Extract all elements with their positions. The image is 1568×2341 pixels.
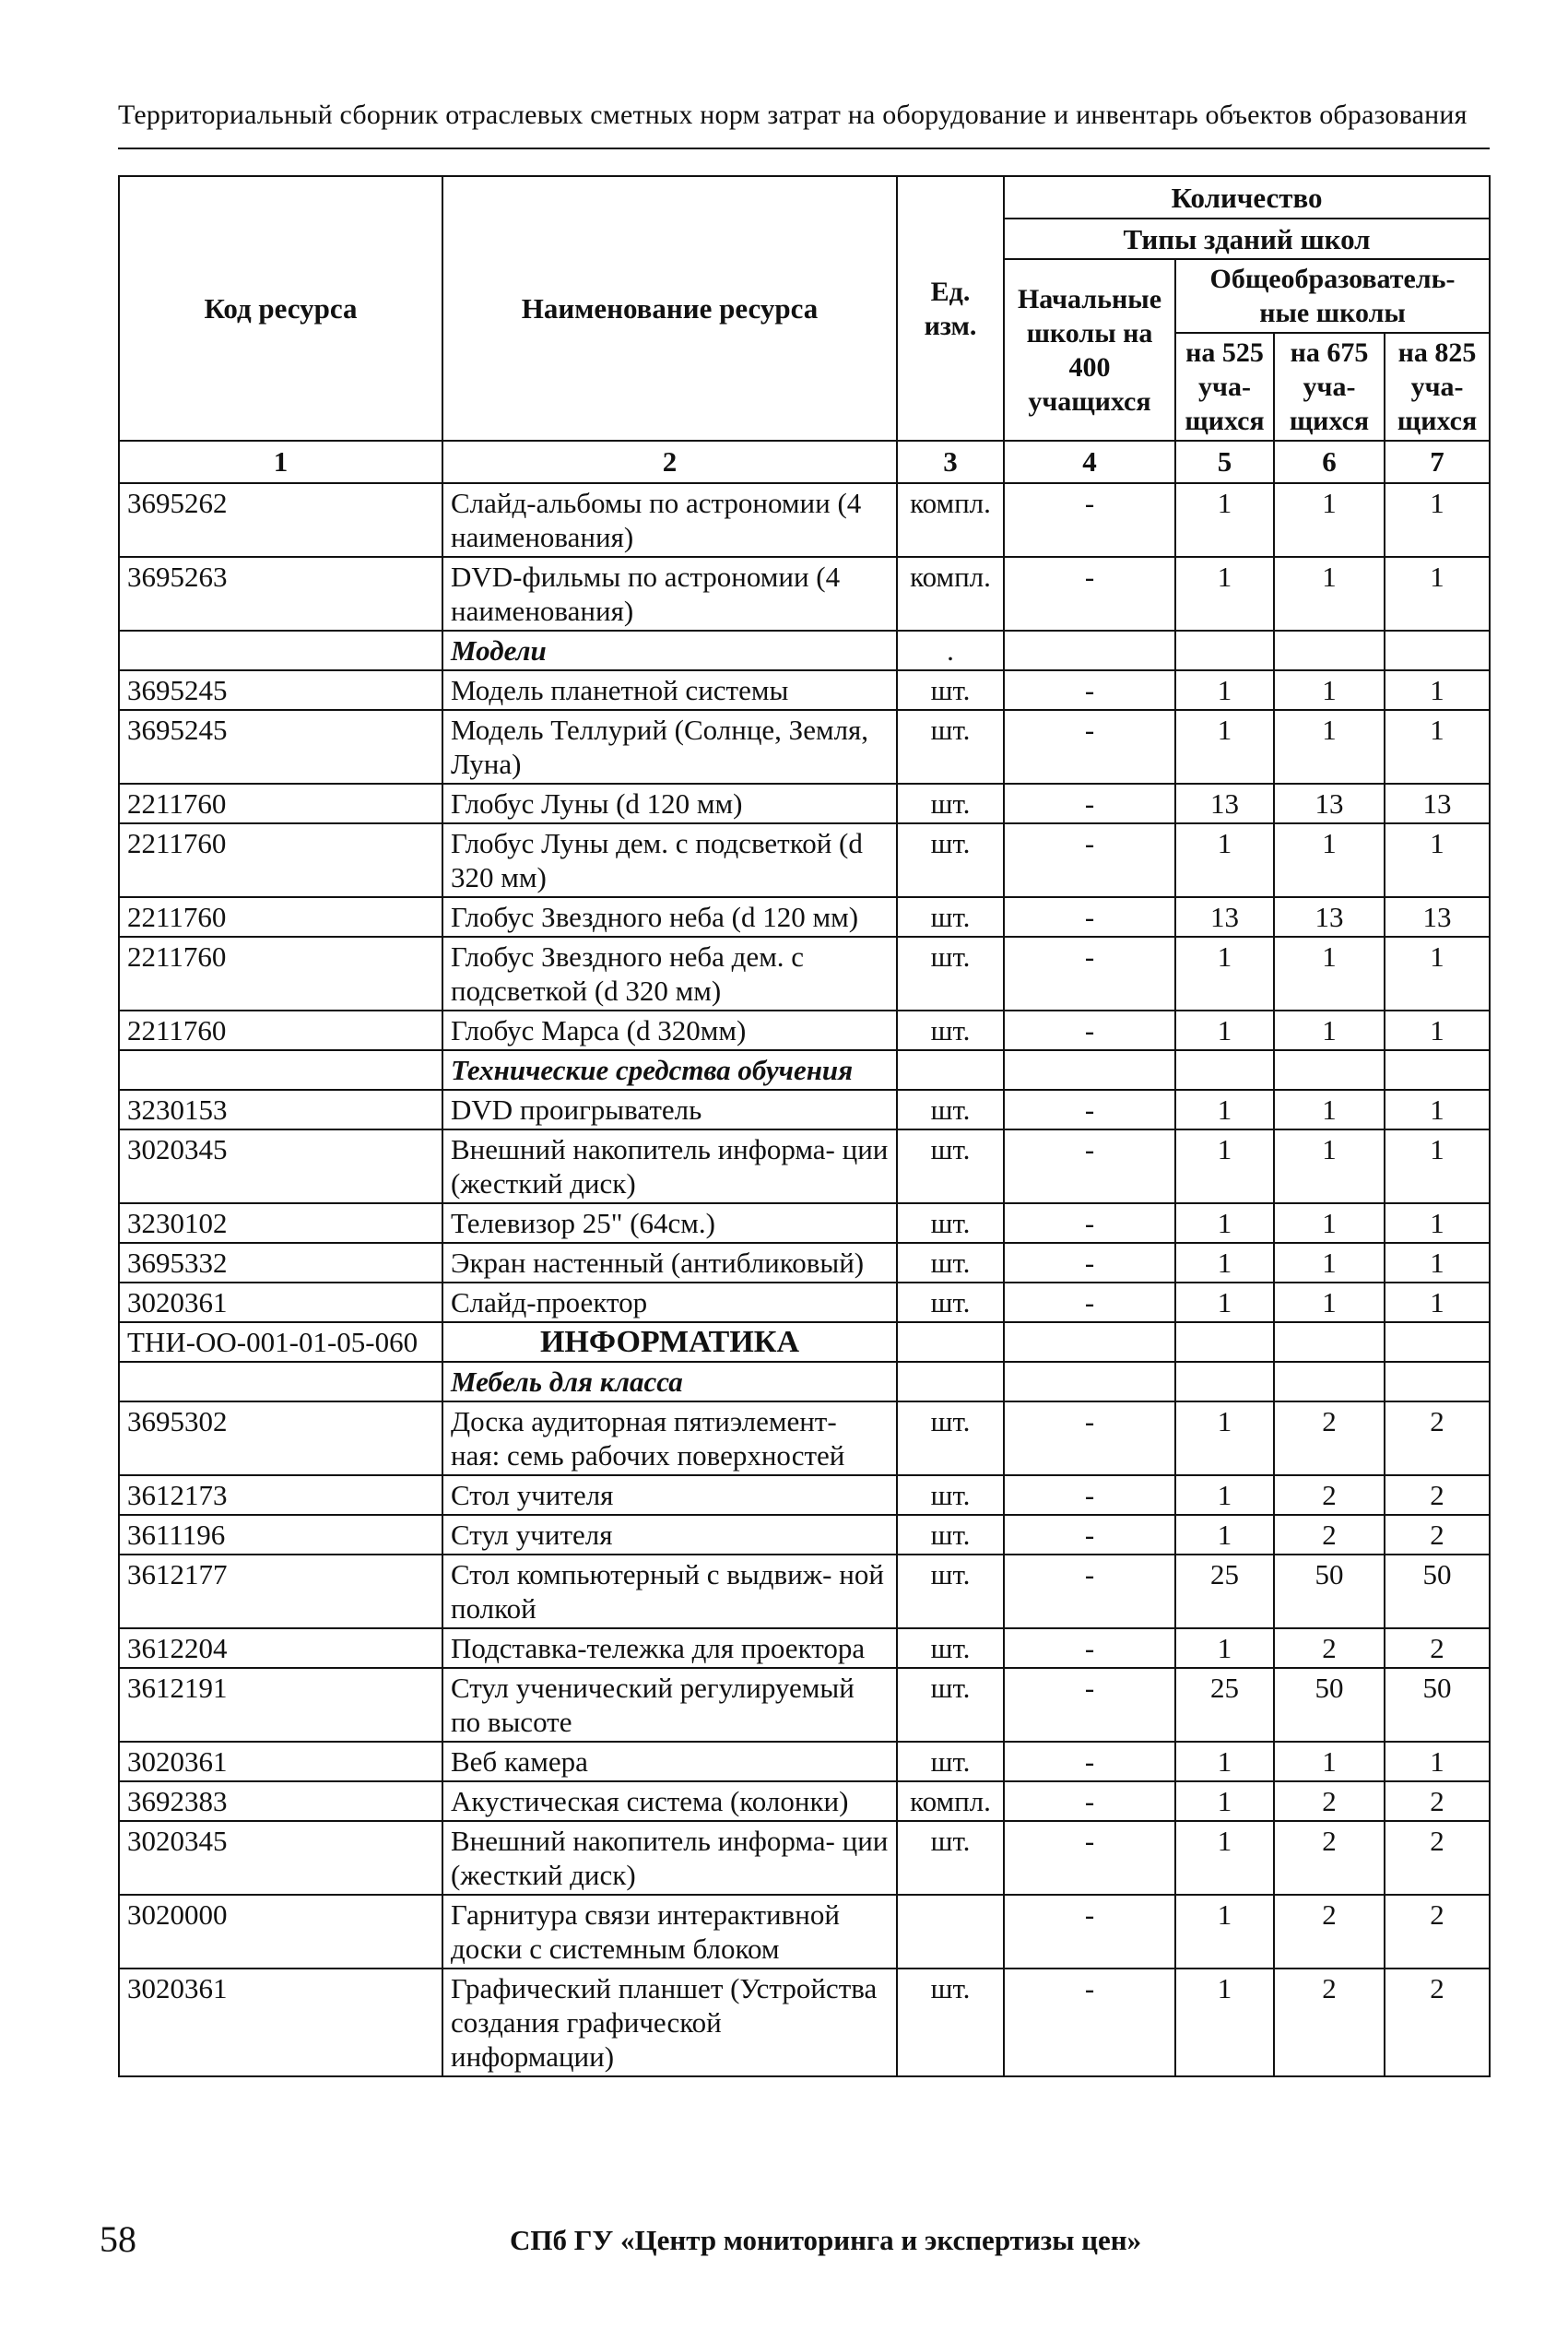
qty-675: 1 <box>1274 1203 1385 1243</box>
qty-675: 13 <box>1274 784 1385 823</box>
qty-825: 1 <box>1385 1243 1490 1283</box>
column-number: 1 <box>119 441 442 483</box>
table-row <box>119 1969 1490 2076</box>
qty-825: 2 <box>1385 1628 1490 1668</box>
resource-name: Слайд-проектор <box>442 1283 897 1322</box>
unit-cell: шт. <box>897 784 1004 823</box>
unit-cell <box>897 1895 1004 1969</box>
table-row <box>119 1011 1490 1050</box>
qty-675: 1 <box>1274 1243 1385 1283</box>
qty-primary-400: - <box>1004 1401 1175 1475</box>
table-row <box>119 710 1490 784</box>
unit-cell: шт. <box>897 1821 1004 1895</box>
qty-825: 1 <box>1385 710 1490 784</box>
qty-525: 1 <box>1175 670 1274 710</box>
qty-675: 2 <box>1274 1821 1385 1895</box>
resource-code: 2211760 <box>119 784 442 823</box>
qty-675: 2 <box>1274 1781 1385 1821</box>
empty-cell <box>1175 1362 1274 1401</box>
empty-cell <box>1004 1322 1175 1362</box>
empty-cell <box>897 1322 1004 1362</box>
header-525: на 525 уча- щихся <box>1175 333 1274 441</box>
resource-name: Слайд-альбомы по астрономии (4 наименования) <box>442 483 897 557</box>
resource-name: Модель планетной системы <box>442 670 897 710</box>
qty-825: 2 <box>1385 1475 1490 1515</box>
resource-name: Модель Теллурий (Солнце, Земля, Луна) <box>442 710 897 784</box>
qty-primary-400: - <box>1004 1129 1175 1203</box>
table-row <box>119 1895 1490 1969</box>
qty-525: 1 <box>1175 823 1274 897</box>
unit-cell: компл. <box>897 1781 1004 1821</box>
qty-primary-400: - <box>1004 1628 1175 1668</box>
qty-primary-400: - <box>1004 1243 1175 1283</box>
qty-525: 13 <box>1175 897 1274 937</box>
empty-cell <box>1274 1362 1385 1401</box>
column-number-row <box>119 441 1490 483</box>
qty-825: 1 <box>1385 1742 1490 1781</box>
qty-825: 1 <box>1385 823 1490 897</box>
table-row <box>119 897 1490 937</box>
qty-525: 1 <box>1175 483 1274 557</box>
table-row <box>119 1401 1490 1475</box>
qty-525: 1 <box>1175 937 1274 1011</box>
unit-cell: шт. <box>897 1742 1004 1781</box>
qty-825: 50 <box>1385 1555 1490 1628</box>
qty-525: 1 <box>1175 1969 1274 2076</box>
resource-code: 3020361 <box>119 1742 442 1781</box>
qty-675: 1 <box>1274 1742 1385 1781</box>
qty-525: 1 <box>1175 1628 1274 1668</box>
unit-cell: . <box>897 631 1004 670</box>
qty-675: 1 <box>1274 1090 1385 1129</box>
resource-code: 3612204 <box>119 1628 442 1668</box>
header-code: Код ресурса <box>119 176 442 441</box>
qty-525: 1 <box>1175 557 1274 631</box>
qty-525: 1 <box>1175 1011 1274 1050</box>
qty-825: 2 <box>1385 1781 1490 1821</box>
qty-primary-400: - <box>1004 1515 1175 1555</box>
header-primary: Начальные школы на 400 учащихся <box>1004 259 1175 441</box>
empty-cell <box>1175 1050 1274 1090</box>
empty-cell <box>1385 631 1490 670</box>
resource-name: Глобус Звездного неба (d 120 мм) <box>442 897 897 937</box>
unit-cell: шт. <box>897 1203 1004 1243</box>
resource-name: Гарнитура связи интерактивной доски с системным блоком <box>442 1895 897 1969</box>
qty-825: 2 <box>1385 1515 1490 1555</box>
qty-675: 1 <box>1274 710 1385 784</box>
table-row <box>119 1475 1490 1515</box>
empty-cell <box>1385 1362 1490 1401</box>
table-row <box>119 1283 1490 1322</box>
empty-cell <box>1385 1050 1490 1090</box>
table-header <box>119 176 1490 441</box>
section-title: Мебель для класса <box>442 1362 897 1401</box>
unit-cell: шт. <box>897 1515 1004 1555</box>
column-number: 5 <box>1175 441 1274 483</box>
section-row <box>119 1362 1490 1401</box>
table-body <box>119 441 1490 2076</box>
empty-cell <box>119 631 442 670</box>
resource-name: Внешний накопитель информа- ции (жесткий диск) <box>442 1821 897 1895</box>
major-section-title: ИНФОРМАТИКА <box>442 1322 897 1362</box>
unit-cell <box>897 1050 1004 1090</box>
resource-code: 3695263 <box>119 557 442 631</box>
qty-675: 2 <box>1274 1515 1385 1555</box>
resource-code: 3695245 <box>119 670 442 710</box>
resource-name: Подставка-тележка для проектора <box>442 1628 897 1668</box>
resource-code: 3612191 <box>119 1668 442 1742</box>
unit-cell: шт. <box>897 1243 1004 1283</box>
qty-825: 13 <box>1385 784 1490 823</box>
qty-525: 1 <box>1175 1090 1274 1129</box>
empty-cell <box>1274 1050 1385 1090</box>
section-title: Технические средства обучения <box>442 1050 897 1090</box>
header-name: Наименование ресурса <box>442 176 897 441</box>
empty-cell <box>1004 1050 1175 1090</box>
empty-cell <box>1274 631 1385 670</box>
qty-675: 1 <box>1274 1283 1385 1322</box>
qty-primary-400: - <box>1004 823 1175 897</box>
unit-cell: шт. <box>897 1555 1004 1628</box>
qty-primary-400: - <box>1004 1895 1175 1969</box>
qty-525: 25 <box>1175 1668 1274 1742</box>
qty-825: 1 <box>1385 483 1490 557</box>
resource-name: Внешний накопитель информа- ции (жесткий диск) <box>442 1129 897 1203</box>
column-number: 7 <box>1385 441 1490 483</box>
qty-825: 1 <box>1385 1203 1490 1243</box>
qty-primary-400: - <box>1004 1283 1175 1322</box>
resource-code: 3692383 <box>119 1781 442 1821</box>
qty-825: 50 <box>1385 1668 1490 1742</box>
resource-code: 3020361 <box>119 1283 442 1322</box>
qty-825: 2 <box>1385 1895 1490 1969</box>
qty-675: 2 <box>1274 1895 1385 1969</box>
page-header: Территориальный сборник отраслевых сметных норм затрат на оборудование и инвентарь объектов образования <box>118 100 1468 130</box>
table-row <box>119 1628 1490 1668</box>
qty-675: 50 <box>1274 1555 1385 1628</box>
qty-primary-400: - <box>1004 937 1175 1011</box>
qty-675: 1 <box>1274 1129 1385 1203</box>
qty-525: 1 <box>1175 710 1274 784</box>
resource-code: 3020345 <box>119 1129 442 1203</box>
qty-primary-400: - <box>1004 784 1175 823</box>
qty-525: 1 <box>1175 1895 1274 1969</box>
qty-525: 1 <box>1175 1203 1274 1243</box>
resource-code: 3695332 <box>119 1243 442 1283</box>
unit-cell: шт. <box>897 937 1004 1011</box>
qty-525: 1 <box>1175 1129 1274 1203</box>
resource-name: Стол учителя <box>442 1475 897 1515</box>
header-unit: Ед. изм. <box>897 176 1004 441</box>
unit-cell: шт. <box>897 1475 1004 1515</box>
qty-primary-400: - <box>1004 1969 1175 2076</box>
section-row <box>119 631 1490 670</box>
qty-675: 2 <box>1274 1475 1385 1515</box>
qty-525: 1 <box>1175 1401 1274 1475</box>
header-building-types: Типы зданий школ <box>1004 219 1490 259</box>
resource-name: Графический планшет (Устройства создания графической информации) <box>442 1969 897 2076</box>
unit-cell: компл. <box>897 557 1004 631</box>
qty-675: 1 <box>1274 483 1385 557</box>
qty-525: 1 <box>1175 1515 1274 1555</box>
qty-primary-400: - <box>1004 1011 1175 1050</box>
column-number: 3 <box>897 441 1004 483</box>
qty-primary-400: - <box>1004 557 1175 631</box>
qty-primary-400: - <box>1004 1742 1175 1781</box>
resource-code: 3695245 <box>119 710 442 784</box>
table-row <box>119 1742 1490 1781</box>
resource-code: 3612177 <box>119 1555 442 1628</box>
table-row <box>119 1129 1490 1203</box>
qty-675: 50 <box>1274 1668 1385 1742</box>
header-675: на 675 уча- щихся <box>1274 333 1385 441</box>
header-general: Общеобразователь- ные школы <box>1175 259 1490 333</box>
resource-code: 2211760 <box>119 1011 442 1050</box>
column-number: 6 <box>1274 441 1385 483</box>
section-row <box>119 1050 1490 1090</box>
qty-825: 1 <box>1385 1283 1490 1322</box>
unit-cell: шт. <box>897 1401 1004 1475</box>
resource-name: Стул учителя <box>442 1515 897 1555</box>
resource-name: Телевизор 25" (64см.) <box>442 1203 897 1243</box>
resource-name: Глобус Марса (d 320мм) <box>442 1011 897 1050</box>
empty-cell <box>1274 1322 1385 1362</box>
unit-cell: шт. <box>897 823 1004 897</box>
qty-525: 13 <box>1175 784 1274 823</box>
qty-primary-400: - <box>1004 1090 1175 1129</box>
qty-825: 1 <box>1385 1090 1490 1129</box>
unit-cell: шт. <box>897 1129 1004 1203</box>
resource-code: 3611196 <box>119 1515 442 1555</box>
column-number: 4 <box>1004 441 1175 483</box>
qty-675: 2 <box>1274 1969 1385 2076</box>
resource-name: Глобус Звездного неба дем. с подсветкой (d 320 мм) <box>442 937 897 1011</box>
resource-name: Стол компьютерный с выдвиж- ной полкой <box>442 1555 897 1628</box>
unit-cell <box>897 1362 1004 1401</box>
header-825: на 825 уча- щихся <box>1385 333 1490 441</box>
qty-825: 1 <box>1385 1129 1490 1203</box>
empty-cell <box>1175 1322 1274 1362</box>
qty-825: 1 <box>1385 670 1490 710</box>
unit-cell: шт. <box>897 1628 1004 1668</box>
column-number: 2 <box>442 441 897 483</box>
table-row <box>119 1668 1490 1742</box>
qty-825: 13 <box>1385 897 1490 937</box>
resource-code: ТНИ-ОО-001-01-05-060 <box>119 1322 442 1362</box>
qty-675: 1 <box>1274 1011 1385 1050</box>
qty-675: 1 <box>1274 670 1385 710</box>
table-row <box>119 1515 1490 1555</box>
table-row <box>119 784 1490 823</box>
qty-primary-400: - <box>1004 1668 1175 1742</box>
resource-code: 2211760 <box>119 897 442 937</box>
empty-cell <box>1004 1362 1175 1401</box>
qty-primary-400: - <box>1004 670 1175 710</box>
table-row <box>119 823 1490 897</box>
qty-primary-400: - <box>1004 1475 1175 1515</box>
table-row <box>119 1555 1490 1628</box>
qty-825: 1 <box>1385 1011 1490 1050</box>
unit-cell: шт. <box>897 1668 1004 1742</box>
resource-table <box>118 175 1491 2077</box>
empty-cell <box>1175 631 1274 670</box>
resource-name: Акустическая система (колонки) <box>442 1781 897 1821</box>
resource-code: 3020000 <box>119 1895 442 1969</box>
unit-cell: шт. <box>897 1969 1004 2076</box>
unit-cell: шт. <box>897 710 1004 784</box>
qty-675: 13 <box>1274 897 1385 937</box>
table-row <box>119 483 1490 557</box>
qty-825: 1 <box>1385 937 1490 1011</box>
major-section-row <box>119 1322 1490 1362</box>
empty-cell <box>119 1362 442 1401</box>
resource-code: 2211760 <box>119 937 442 1011</box>
unit-cell: компл. <box>897 483 1004 557</box>
resource-name: Веб камера <box>442 1742 897 1781</box>
empty-cell <box>119 1050 442 1090</box>
resource-code: 3230102 <box>119 1203 442 1243</box>
unit-cell: шт. <box>897 1283 1004 1322</box>
qty-825: 2 <box>1385 1821 1490 1895</box>
resource-name: Глобус Луны дем. с подсветкой (d 320 мм) <box>442 823 897 897</box>
unit-cell: шт. <box>897 670 1004 710</box>
table-row <box>119 937 1490 1011</box>
qty-primary-400: - <box>1004 1781 1175 1821</box>
empty-cell <box>1004 631 1175 670</box>
resource-name: DVD-фильмы по астрономии (4 наименования) <box>442 557 897 631</box>
unit-cell: шт. <box>897 1011 1004 1050</box>
qty-525: 1 <box>1175 1243 1274 1283</box>
resource-code: 3020345 <box>119 1821 442 1895</box>
unit-cell: шт. <box>897 897 1004 937</box>
qty-675: 2 <box>1274 1628 1385 1668</box>
resource-code: 3230153 <box>119 1090 442 1129</box>
unit-cell: шт. <box>897 1090 1004 1129</box>
resource-code: 2211760 <box>119 823 442 897</box>
header-rule <box>118 148 1490 149</box>
qty-525: 1 <box>1175 1475 1274 1515</box>
qty-525: 1 <box>1175 1821 1274 1895</box>
empty-cell <box>1385 1322 1490 1362</box>
qty-825: 1 <box>1385 557 1490 631</box>
resource-code: 3020361 <box>119 1969 442 2076</box>
qty-675: 2 <box>1274 1401 1385 1475</box>
resource-code: 3695262 <box>119 483 442 557</box>
qty-primary-400: - <box>1004 483 1175 557</box>
qty-525: 1 <box>1175 1742 1274 1781</box>
qty-525: 1 <box>1175 1781 1274 1821</box>
resource-name: Экран настенный (антибликовый) <box>442 1243 897 1283</box>
qty-675: 1 <box>1274 557 1385 631</box>
header-quantity: Количество <box>1004 176 1490 219</box>
table-row <box>119 1781 1490 1821</box>
qty-825: 2 <box>1385 1969 1490 2076</box>
qty-primary-400: - <box>1004 897 1175 937</box>
resource-name: Глобус Луны (d 120 мм) <box>442 784 897 823</box>
page-number: 58 <box>100 2218 136 2260</box>
qty-primary-400: - <box>1004 710 1175 784</box>
resource-code: 3695302 <box>119 1401 442 1475</box>
qty-525: 25 <box>1175 1555 1274 1628</box>
qty-675: 1 <box>1274 937 1385 1011</box>
resource-name: Стул ученический регулируемый по высоте <box>442 1668 897 1742</box>
qty-primary-400: - <box>1004 1203 1175 1243</box>
resource-name: DVD проигрыватель <box>442 1090 897 1129</box>
table-row <box>119 1090 1490 1129</box>
table-row <box>119 1203 1490 1243</box>
footer-org: СПб ГУ «Центр мониторинга и экспертизы цен» <box>510 2224 1142 2256</box>
table-row <box>119 557 1490 631</box>
table-row <box>119 1243 1490 1283</box>
qty-675: 1 <box>1274 823 1385 897</box>
table-row <box>119 1821 1490 1895</box>
table-row <box>119 670 1490 710</box>
qty-525: 1 <box>1175 1283 1274 1322</box>
resource-code: 3612173 <box>119 1475 442 1515</box>
resource-name: Доска аудиторная пятиэлемент- ная: семь рабочих поверхностей <box>442 1401 897 1475</box>
section-title: Модели <box>442 631 897 670</box>
qty-primary-400: - <box>1004 1821 1175 1895</box>
qty-825: 2 <box>1385 1401 1490 1475</box>
qty-primary-400: - <box>1004 1555 1175 1628</box>
